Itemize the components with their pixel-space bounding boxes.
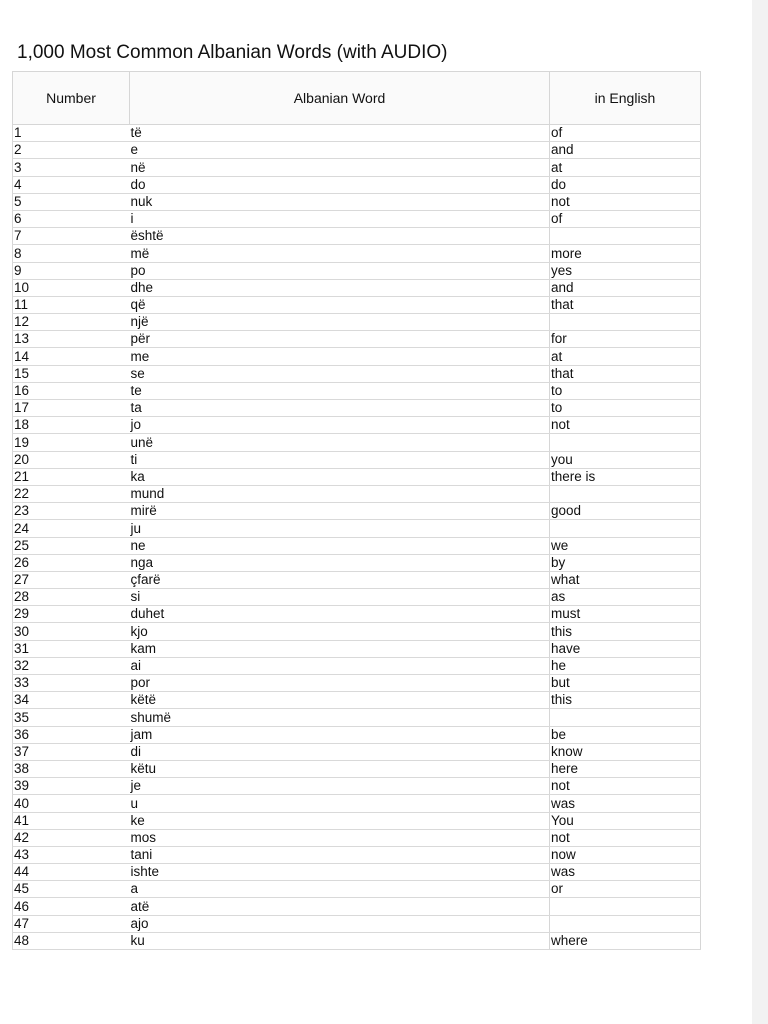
- table-row: [13, 846, 701, 863]
- row-english-translation: to: [550, 382, 701, 399]
- table-row: [13, 400, 701, 417]
- row-english-translation: [550, 485, 701, 502]
- row-english-translation: and: [550, 142, 701, 159]
- table-row: [13, 778, 701, 795]
- row-english-translation: now: [550, 846, 701, 863]
- table-row: [13, 932, 701, 949]
- row-english-translation: we: [550, 537, 701, 554]
- row-albanian-word: këtu: [130, 760, 550, 777]
- row-number: 23: [13, 503, 130, 520]
- word-table: [12, 71, 701, 950]
- row-english-translation: here: [550, 760, 701, 777]
- table-row: [13, 537, 701, 554]
- row-number: 44: [13, 864, 130, 881]
- row-number: 12: [13, 314, 130, 331]
- table-row: [13, 348, 701, 365]
- row-number: 3: [13, 159, 130, 176]
- table-row: [13, 176, 701, 193]
- table-row: [13, 829, 701, 846]
- table-row: [13, 159, 701, 176]
- table-row: [13, 606, 701, 623]
- row-number: 13: [13, 331, 130, 348]
- row-albanian-word: mund: [130, 485, 550, 502]
- row-albanian-word: i: [130, 210, 550, 227]
- row-number: 2: [13, 142, 130, 159]
- row-albanian-word: kjo: [130, 623, 550, 640]
- row-number: 15: [13, 365, 130, 382]
- row-number: 34: [13, 692, 130, 709]
- row-english-translation: where: [550, 932, 701, 949]
- row-number: 20: [13, 451, 130, 468]
- row-number: 7: [13, 228, 130, 245]
- row-albanian-word: këtë: [130, 692, 550, 709]
- row-english-translation: as: [550, 589, 701, 606]
- row-english-translation: he: [550, 657, 701, 674]
- row-number: 8: [13, 245, 130, 262]
- row-number: 14: [13, 348, 130, 365]
- row-number: 25: [13, 537, 130, 554]
- table-row: [13, 554, 701, 571]
- table-row: [13, 795, 701, 812]
- table-row: [13, 760, 701, 777]
- row-english-translation: not: [550, 778, 701, 795]
- row-english-translation: be: [550, 726, 701, 743]
- table-header-row: [13, 72, 701, 125]
- table-row: [13, 571, 701, 588]
- row-english-translation: of: [550, 210, 701, 227]
- row-english-translation: was: [550, 864, 701, 881]
- row-number: 27: [13, 571, 130, 588]
- table-row: [13, 451, 701, 468]
- row-number: 36: [13, 726, 130, 743]
- table-row: [13, 726, 701, 743]
- row-albanian-word: shumë: [130, 709, 550, 726]
- table-row: [13, 314, 701, 331]
- row-english-translation: not: [550, 417, 701, 434]
- row-english-translation: You: [550, 812, 701, 829]
- row-albanian-word: nuk: [130, 193, 550, 210]
- row-number: 4: [13, 176, 130, 193]
- table-row: [13, 382, 701, 399]
- row-albanian-word: ajo: [130, 915, 550, 932]
- row-english-translation: at: [550, 159, 701, 176]
- row-albanian-word: është: [130, 228, 550, 245]
- table-row: [13, 228, 701, 245]
- row-albanian-word: mos: [130, 829, 550, 846]
- table-row: [13, 915, 701, 932]
- row-albanian-word: ka: [130, 468, 550, 485]
- row-number: 39: [13, 778, 130, 795]
- row-albanian-word: unë: [130, 434, 550, 451]
- row-number: 31: [13, 640, 130, 657]
- table-row: [13, 709, 701, 726]
- row-albanian-word: nga: [130, 554, 550, 571]
- row-albanian-word: di: [130, 743, 550, 760]
- table-row: [13, 125, 701, 142]
- table-row: [13, 640, 701, 657]
- row-number: 48: [13, 932, 130, 949]
- row-number: 42: [13, 829, 130, 846]
- row-number: 22: [13, 485, 130, 502]
- row-english-translation: [550, 898, 701, 915]
- row-albanian-word: një: [130, 314, 550, 331]
- table-row: [13, 331, 701, 348]
- row-albanian-word: ai: [130, 657, 550, 674]
- row-number: 6: [13, 210, 130, 227]
- row-english-translation: more: [550, 245, 701, 262]
- row-number: 24: [13, 520, 130, 537]
- row-english-translation: was: [550, 795, 701, 812]
- row-albanian-word: si: [130, 589, 550, 606]
- page-title: 1,000 Most Common Albanian Words (with AUDIO): [17, 42, 448, 63]
- row-english-translation: this: [550, 692, 701, 709]
- table-body: [13, 125, 701, 950]
- row-number: 26: [13, 554, 130, 571]
- row-english-translation: [550, 520, 701, 537]
- row-albanian-word: mirë: [130, 503, 550, 520]
- row-english-translation: and: [550, 279, 701, 296]
- row-number: 43: [13, 846, 130, 863]
- table-row: [13, 417, 701, 434]
- table-row: [13, 262, 701, 279]
- row-english-translation: but: [550, 675, 701, 692]
- row-number: 40: [13, 795, 130, 812]
- column-header-in-english: in English: [550, 72, 701, 125]
- row-number: 9: [13, 262, 130, 279]
- row-english-translation: [550, 434, 701, 451]
- row-albanian-word: se: [130, 365, 550, 382]
- table-row: [13, 485, 701, 502]
- row-albanian-word: u: [130, 795, 550, 812]
- row-albanian-word: çfarë: [130, 571, 550, 588]
- table-row: [13, 210, 701, 227]
- row-albanian-word: a: [130, 881, 550, 898]
- table-row: [13, 520, 701, 537]
- row-number: 46: [13, 898, 130, 915]
- row-english-translation: of: [550, 125, 701, 142]
- row-albanian-word: në: [130, 159, 550, 176]
- row-english-translation: [550, 915, 701, 932]
- row-number: 19: [13, 434, 130, 451]
- row-albanian-word: atë: [130, 898, 550, 915]
- row-albanian-word: të: [130, 125, 550, 142]
- column-header-number: Number: [13, 72, 130, 125]
- row-number: 1: [13, 125, 130, 142]
- row-albanian-word: ke: [130, 812, 550, 829]
- row-number: 45: [13, 881, 130, 898]
- table-row: [13, 864, 701, 881]
- row-albanian-word: e: [130, 142, 550, 159]
- row-english-translation: must: [550, 606, 701, 623]
- row-english-translation: what: [550, 571, 701, 588]
- row-english-translation: [550, 314, 701, 331]
- row-albanian-word: do: [130, 176, 550, 193]
- row-albanian-word: jam: [130, 726, 550, 743]
- table-row: [13, 279, 701, 296]
- row-albanian-word: kam: [130, 640, 550, 657]
- row-number: 35: [13, 709, 130, 726]
- row-albanian-word: me: [130, 348, 550, 365]
- row-number: 38: [13, 760, 130, 777]
- row-albanian-word: tani: [130, 846, 550, 863]
- row-english-translation: at: [550, 348, 701, 365]
- row-number: 11: [13, 296, 130, 313]
- row-number: 37: [13, 743, 130, 760]
- row-albanian-word: por: [130, 675, 550, 692]
- row-number: 33: [13, 675, 130, 692]
- row-albanian-word: ta: [130, 400, 550, 417]
- row-number: 41: [13, 812, 130, 829]
- row-number: 30: [13, 623, 130, 640]
- table-row: [13, 657, 701, 674]
- row-albanian-word: më: [130, 245, 550, 262]
- row-english-translation: you: [550, 451, 701, 468]
- row-english-translation: that: [550, 296, 701, 313]
- row-albanian-word: te: [130, 382, 550, 399]
- table-row: [13, 142, 701, 159]
- column-header-albanian-word: Albanian Word: [130, 72, 550, 125]
- row-albanian-word: je: [130, 778, 550, 795]
- row-english-translation: to: [550, 400, 701, 417]
- row-english-translation: that: [550, 365, 701, 382]
- row-number: 18: [13, 417, 130, 434]
- table-row: [13, 898, 701, 915]
- row-albanian-word: ne: [130, 537, 550, 554]
- row-english-translation: by: [550, 554, 701, 571]
- row-albanian-word: ju: [130, 520, 550, 537]
- table-row: [13, 468, 701, 485]
- row-number: 10: [13, 279, 130, 296]
- row-english-translation: good: [550, 503, 701, 520]
- table-row: [13, 193, 701, 210]
- table-row: [13, 675, 701, 692]
- row-english-translation: have: [550, 640, 701, 657]
- row-english-translation: [550, 228, 701, 245]
- row-english-translation: [550, 709, 701, 726]
- table-row: [13, 296, 701, 313]
- row-english-translation: not: [550, 829, 701, 846]
- row-number: 16: [13, 382, 130, 399]
- row-english-translation: or: [550, 881, 701, 898]
- row-albanian-word: ti: [130, 451, 550, 468]
- row-albanian-word: dhe: [130, 279, 550, 296]
- row-english-translation: know: [550, 743, 701, 760]
- row-number: 21: [13, 468, 130, 485]
- table-row: [13, 812, 701, 829]
- row-english-translation: there is: [550, 468, 701, 485]
- table-row: [13, 245, 701, 262]
- row-english-translation: yes: [550, 262, 701, 279]
- row-number: 28: [13, 589, 130, 606]
- row-albanian-word: që: [130, 296, 550, 313]
- row-albanian-word: ku: [130, 932, 550, 949]
- row-albanian-word: ishte: [130, 864, 550, 881]
- table-row: [13, 881, 701, 898]
- table-row: [13, 503, 701, 520]
- row-number: 32: [13, 657, 130, 674]
- row-english-translation: this: [550, 623, 701, 640]
- row-albanian-word: po: [130, 262, 550, 279]
- row-english-translation: do: [550, 176, 701, 193]
- row-english-translation: for: [550, 331, 701, 348]
- row-albanian-word: jo: [130, 417, 550, 434]
- row-number: 29: [13, 606, 130, 623]
- row-number: 17: [13, 400, 130, 417]
- row-number: 5: [13, 193, 130, 210]
- table-row: [13, 434, 701, 451]
- table-row: [13, 692, 701, 709]
- row-english-translation: not: [550, 193, 701, 210]
- table-row: [13, 743, 701, 760]
- row-albanian-word: duhet: [130, 606, 550, 623]
- table-row: [13, 365, 701, 382]
- table-row: [13, 589, 701, 606]
- row-number: 47: [13, 915, 130, 932]
- row-albanian-word: për: [130, 331, 550, 348]
- table-row: [13, 623, 701, 640]
